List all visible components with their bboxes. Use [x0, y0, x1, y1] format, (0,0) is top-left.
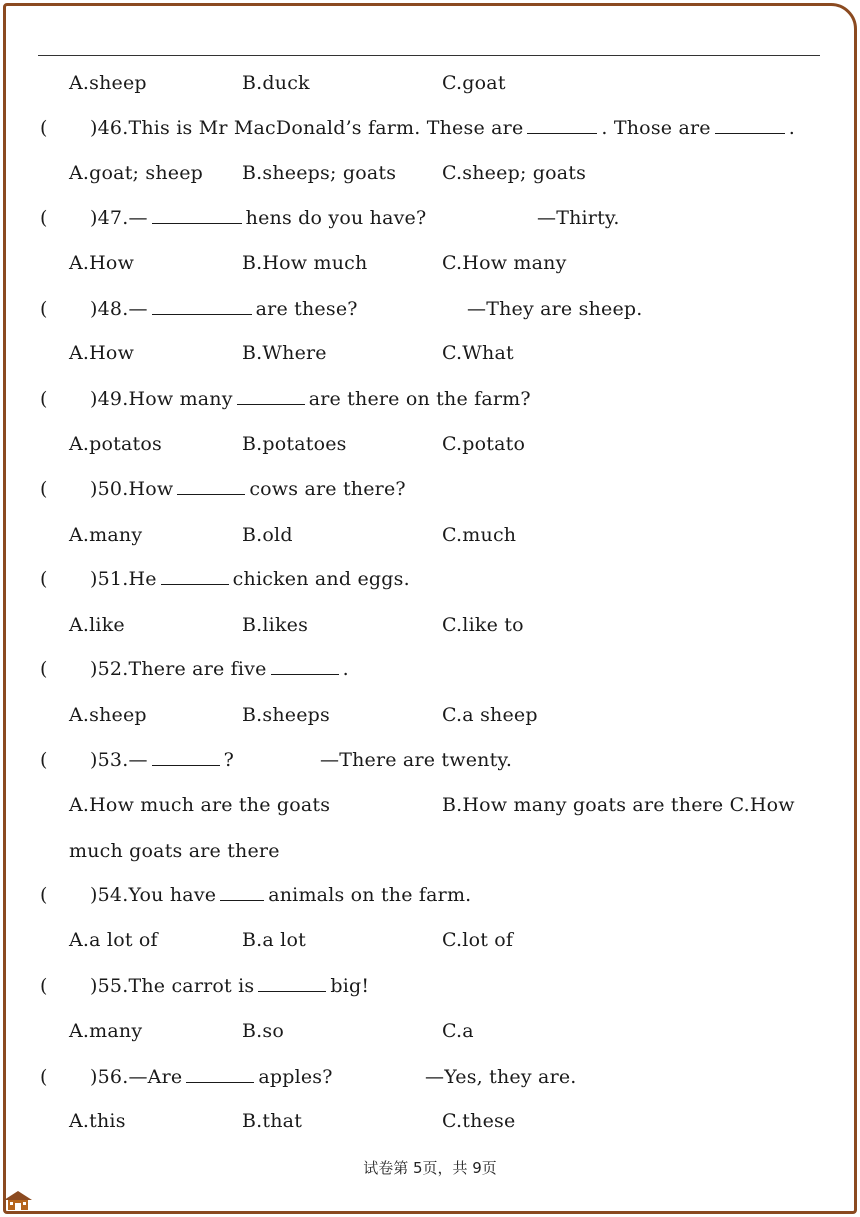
q53-answer: —There are twenty. — [320, 749, 513, 771]
answer-paren[interactable]: ( — [40, 478, 48, 500]
q56-option-c[interactable]: C.these — [442, 1110, 516, 1132]
q52-option-c[interactable]: C.a sheep — [442, 704, 538, 726]
answer-paren[interactable]: ( — [40, 388, 48, 410]
q51-stem: )51.He chicken and eggs. — [90, 568, 410, 590]
answer-paren[interactable]: ( — [40, 568, 48, 590]
q48-stem: )48.— are these? — [90, 298, 358, 320]
q50-option-a[interactable]: A.many — [69, 524, 143, 546]
q53-option-b[interactable]: B.How many goats are there C.How — [442, 794, 795, 816]
answer-paren[interactable]: ( — [40, 298, 48, 320]
answer-paren[interactable]: ( — [40, 884, 48, 906]
q46-stem: )46.This is Mr MacDonald’s farm. These are . Those are . — [90, 117, 795, 139]
q52-option-b[interactable]: B.sheeps — [242, 704, 330, 726]
q55-option-b[interactable]: B.so — [242, 1020, 284, 1042]
q45-option-b[interactable]: B.duck — [242, 72, 310, 94]
q55-option-c[interactable]: C.a — [442, 1020, 474, 1042]
q47-stem: )47.— hens do you have? — [90, 207, 427, 229]
blank[interactable] — [237, 389, 305, 405]
header-rule — [38, 55, 820, 56]
blank[interactable] — [177, 479, 245, 495]
blank[interactable] — [186, 1067, 254, 1083]
blank[interactable] — [271, 659, 339, 675]
blank[interactable] — [258, 976, 326, 992]
q49-stem: )49.How many are there on the farm? — [90, 388, 531, 410]
q51-option-b[interactable]: B.likes — [242, 614, 309, 636]
q46-option-a[interactable]: A.goat; sheep — [69, 162, 204, 184]
q53-option-c[interactable]: much goats are there — [69, 840, 280, 862]
q51-option-a[interactable]: A.like — [69, 614, 125, 636]
q56-stem: )56.—Are apples? — [90, 1066, 333, 1088]
q54-option-a[interactable]: A.a lot of — [69, 929, 158, 951]
house-logo-icon — [2, 1188, 34, 1212]
answer-paren[interactable]: ( — [40, 207, 48, 229]
q48-option-c[interactable]: C.What — [442, 342, 514, 364]
q48-option-b[interactable]: B.Where — [242, 342, 327, 364]
blank[interactable] — [152, 208, 242, 224]
blank[interactable] — [715, 118, 785, 134]
q53-option-a[interactable]: A.How much are the goats — [69, 794, 331, 816]
answer-paren[interactable]: ( — [40, 658, 48, 680]
q56-option-b[interactable]: B.that — [242, 1110, 303, 1132]
q50-option-c[interactable]: C.much — [442, 524, 517, 546]
q46-option-c[interactable]: C.sheep; goats — [442, 162, 587, 184]
q56-answer: —Yes, they are. — [425, 1066, 577, 1088]
blank[interactable] — [152, 299, 252, 315]
q48-answer: —They are sheep. — [467, 298, 643, 320]
q54-option-b[interactable]: B.a lot — [242, 929, 306, 951]
q53-stem: )53.— ? — [90, 749, 235, 771]
q45-option-c[interactable]: C.goat — [442, 72, 506, 94]
q49-option-a[interactable]: A.potatos — [69, 433, 162, 455]
q49-option-b[interactable]: B.potatoes — [242, 433, 347, 455]
q52-stem: )52.There are five . — [90, 658, 349, 680]
blank[interactable] — [527, 118, 597, 134]
page-footer: 试卷第 5页，共 9页 — [363, 1159, 497, 1177]
q50-option-b[interactable]: B.old — [242, 524, 293, 546]
q55-option-a[interactable]: A.many — [69, 1020, 143, 1042]
answer-paren[interactable]: ( — [40, 975, 48, 997]
q47-option-b[interactable]: B.How much — [242, 252, 368, 274]
q54-stem: )54.You have animals on the farm. — [90, 884, 472, 906]
blank[interactable] — [161, 569, 229, 585]
blank[interactable] — [220, 885, 264, 901]
answer-paren[interactable]: ( — [40, 749, 48, 771]
answer-paren[interactable]: ( — [40, 1066, 48, 1088]
q51-option-c[interactable]: C.like to — [442, 614, 524, 636]
q45-option-a[interactable]: A.sheep — [69, 72, 147, 94]
answer-paren[interactable]: ( — [40, 117, 48, 139]
q50-stem: )50.How cows are there? — [90, 478, 406, 500]
q52-option-a[interactable]: A.sheep — [69, 704, 147, 726]
q54-option-c[interactable]: C.lot of — [442, 929, 514, 951]
q48-option-a[interactable]: A.How — [69, 342, 135, 364]
q47-answer: —Thirty. — [537, 207, 620, 229]
q46-option-b[interactable]: B.sheeps; goats — [242, 162, 397, 184]
q55-stem: )55.The carrot is big! — [90, 975, 370, 997]
q47-option-a[interactable]: A.How — [69, 252, 135, 274]
q56-option-a[interactable]: A.this — [69, 1110, 126, 1132]
q49-option-c[interactable]: C.potato — [442, 433, 526, 455]
blank[interactable] — [152, 750, 220, 766]
q47-option-c[interactable]: C.How many — [442, 252, 567, 274]
